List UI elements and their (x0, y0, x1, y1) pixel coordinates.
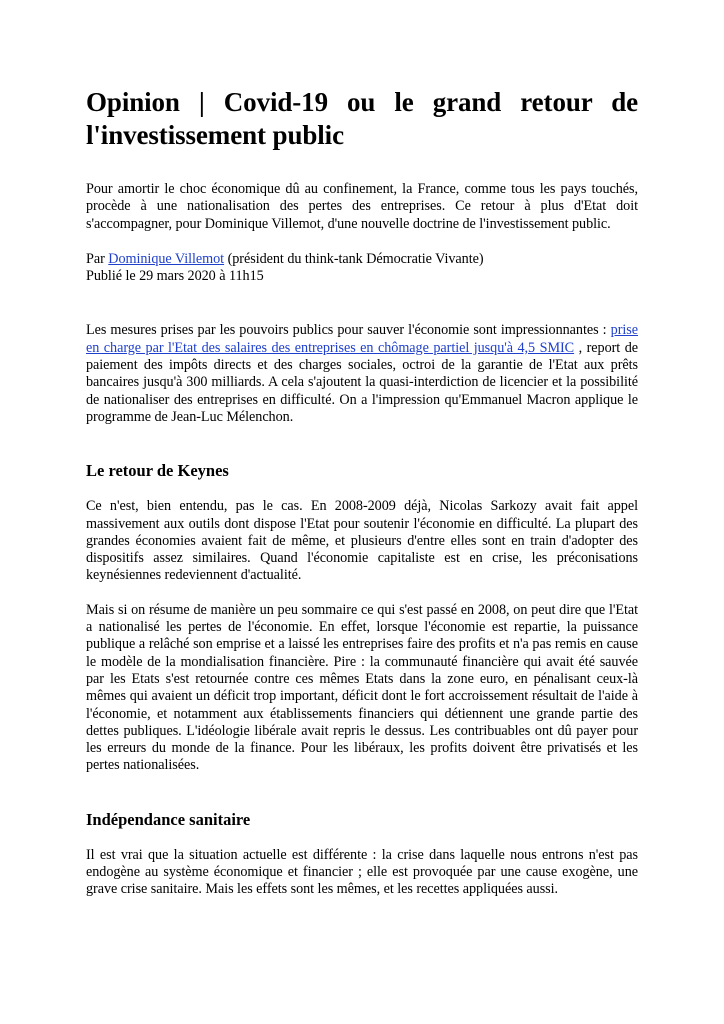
intro-paragraph (86, 322, 638, 426)
article (86, 86, 638, 899)
section-heading: Le retour de Keynes (86, 461, 229, 481)
intro-text-before-link: Les mesures prises par les pouvoirs publics pour sauver l'économie sont impressionnantes : (86, 322, 611, 339)
chomage-partiel-link[interactable]: prise en charge par l'Etat des salaires des entreprises en chômage partiel jusqu'à 4,5 SMIC (86, 322, 638, 356)
section-paragraph: Mais si on résume de manière un peu sommaire ce qui s'est passé en 2008, on peut dire que l'Etat a nationalisé les pertes de l'économie. En effet, lorsque l'économie est repartie, la puissance publique a relâché son emprise et a laissé les entreprises faire des profits et n'a pas remis en cause le modèle de la mondialisation financière. Pire : la communauté financière qui avait été sauvée par les Etats s'est retournée contre ces mêmes Etats dans la zone euro, en pénalisant ceux-là mêmes qui avaient un déficit trop important, déficit dont le fort accroissement résultait de l'aide à l'économie, et notamment aux établissements financiers qui détiennent une grande partie des dettes publiques. L'idéologie libérale avait repris le dessus. Les contribuables ont dû payer pour les erreurs du monde de la finance. Pour les libéraux, les profits doivent être privatisés et les pertes nationalisées. (86, 601, 638, 774)
section-paragraph: Il est vrai que la situation actuelle est différente : la crise dans laquelle nous entrons n'est pas endogène au système économique et financier ; elle est provoquée par une cause exogène, une grave crise sanitaire. Mais les effets sont les mêmes, et les recettes appliquées aussi. (86, 846, 638, 898)
section-heading: Indépendance sanitaire (86, 809, 251, 829)
section-paragraph: Ce n'est, bien entendu, pas le cas. En 2008-2009 déjà, Nicolas Sarkozy avait fait appel massivement aux outils dont dispose l'Etat pour soutenir l'économie en difficulté. La plupart des grandes économies avaient fait de même, et plusieurs d'entre elles sont en train d'adopter des dispositifs assez similaires. Quand l'économie capitaliste est en crise, les préconisations keynésiennes redeviennent d'actualité. (86, 498, 638, 584)
author-link[interactable]: Dominique Villemot (108, 250, 225, 267)
article-title: Opinion | Covid-19 ou le grand retour de l'investissement public (86, 87, 638, 150)
intro-text-after-link: , report de paiement des impôts directs et des charges sociales, octroi de la garantie de l'Etat aux prêts bancaires jusqu'à 300 milliards. A cela s'ajoutent la quasi-interdiction de licencier et la possibilité de nationaliser des entreprises en difficulté. On a l'impression qu'Emmanuel Macron applique le programme de Jean-Luc Mélenchon. (86, 339, 638, 425)
author-line (86, 251, 638, 268)
article-lede: Pour amortir le choc économique dû au confinement, la France, comme tous les pays touchés, procède à une nationalisation des pertes des entreprises. Ce retour à plus d'Etat doit s'accompagner, pour Dominique Villemot, d'une nouvelle doctrine de l'investissement public. (86, 181, 638, 232)
section-keynes (86, 461, 638, 774)
author-role: (président du think-tank Démocratie Vivante) (224, 250, 484, 267)
publish-date: Publié le 29 mars 2020 à 11h15 (86, 268, 264, 285)
section-independance-sanitaire (86, 810, 638, 899)
byline-prefix: Par (86, 250, 109, 267)
byline (86, 251, 638, 286)
